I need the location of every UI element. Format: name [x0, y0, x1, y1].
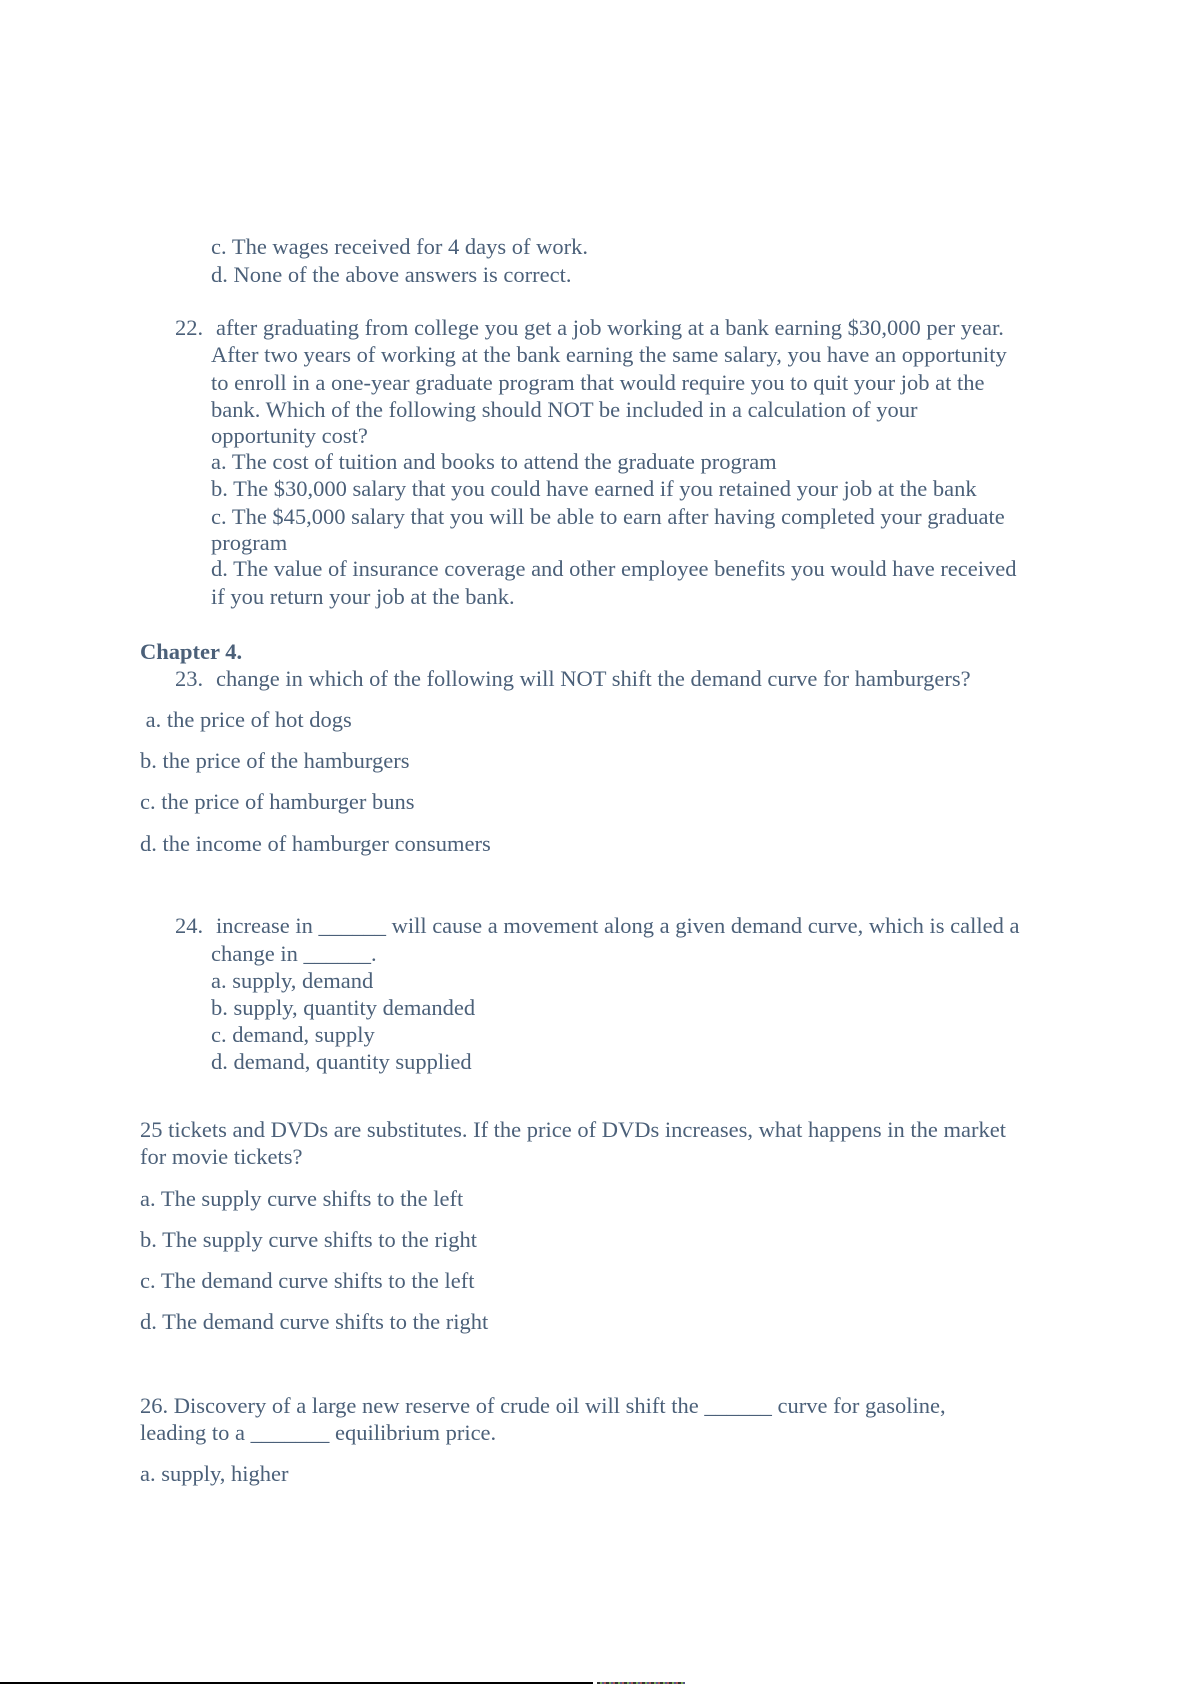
- q23-option-b: b. the price of the hamburgers: [140, 748, 410, 773]
- q22-option-d: d. The value of insurance coverage and other employee benefits you would have received: [211, 556, 1017, 581]
- q25-option-a: a. The supply curve shifts to the left: [140, 1186, 464, 1211]
- q25-stem-line-2: for movie tickets?: [140, 1144, 303, 1169]
- q24-stem-line-2: change in ______.: [211, 941, 377, 966]
- q21-option-d: d. None of the above answers is correct.: [211, 262, 572, 287]
- q26-option-a: a. supply, higher: [140, 1461, 289, 1486]
- q26-stem-line-2: leading to a _______ equilibrium price.: [140, 1420, 497, 1445]
- q24-option-a: a. supply, demand: [211, 968, 374, 993]
- q25-stem-line-1: 25 tickets and DVDs are substitutes. If the price of DVDs increases, what happens in the market: [140, 1117, 1007, 1142]
- q22-option-d-cont: if you return your job at the bank.: [211, 584, 515, 609]
- q21-option-c: c. The wages received for 4 days of work.: [211, 234, 588, 259]
- q22-option-c-cont: program: [211, 530, 288, 555]
- q23-option-d: d. the income of hamburger consumers: [140, 831, 491, 856]
- q24-number: 24.: [175, 913, 204, 938]
- q23-option-a: a. the price of hot dogs: [140, 707, 352, 732]
- q23-option-c: c. the price of hamburger buns: [140, 789, 415, 814]
- q22-option-a: a. The cost of tuition and books to attend the graduate program: [211, 449, 777, 474]
- q22-number: 22.: [175, 315, 204, 340]
- q25-option-c: c. The demand curve shifts to the left: [140, 1268, 475, 1293]
- q24-option-c: c. demand, supply: [211, 1022, 375, 1047]
- q22-stem-line-4: bank. Which of the following should NOT be included in a calculation of your: [211, 397, 918, 422]
- q24-stem-line-1: increase in ______ will cause a movement along a given demand curve, which is called a: [216, 913, 1020, 938]
- q26-stem-line-1: 26. Discovery of a large new reserve of crude oil will shift the ______ curve for gasoline,: [140, 1393, 946, 1418]
- q22-stem-line-3: to enroll in a one-year graduate program that would require you to quit your job at the: [211, 370, 985, 395]
- q22-stem-line-2: After two years of working at the bank earning the same salary, you have an opportunity: [211, 342, 1007, 367]
- q23-stem: change in which of the following will NOT shift the demand curve for hamburgers?: [216, 666, 971, 691]
- q25-option-d: d. The demand curve shifts to the right: [140, 1309, 489, 1334]
- bottom-divider-line: [0, 1682, 593, 1684]
- q24-option-b: b. supply, quantity demanded: [211, 995, 476, 1020]
- q22-option-b: b. The $30,000 salary that you could have earned if you retained your job at the bank: [211, 476, 977, 501]
- q22-stem-line-5: opportunity cost?: [211, 423, 368, 448]
- q23-number: 23.: [175, 666, 204, 691]
- bottom-dotted-segment: [597, 1682, 685, 1684]
- q22-stem-line-1: after graduating from college you get a job working at a bank earning $30,000 per year.: [216, 315, 1004, 340]
- chapter-heading: Chapter 4.: [140, 639, 243, 664]
- q25-option-b: b. The supply curve shifts to the right: [140, 1227, 478, 1252]
- q22-option-c: c. The $45,000 salary that you will be able to earn after having completed your graduate: [211, 504, 1005, 529]
- q24-option-d: d. demand, quantity supplied: [211, 1049, 472, 1074]
